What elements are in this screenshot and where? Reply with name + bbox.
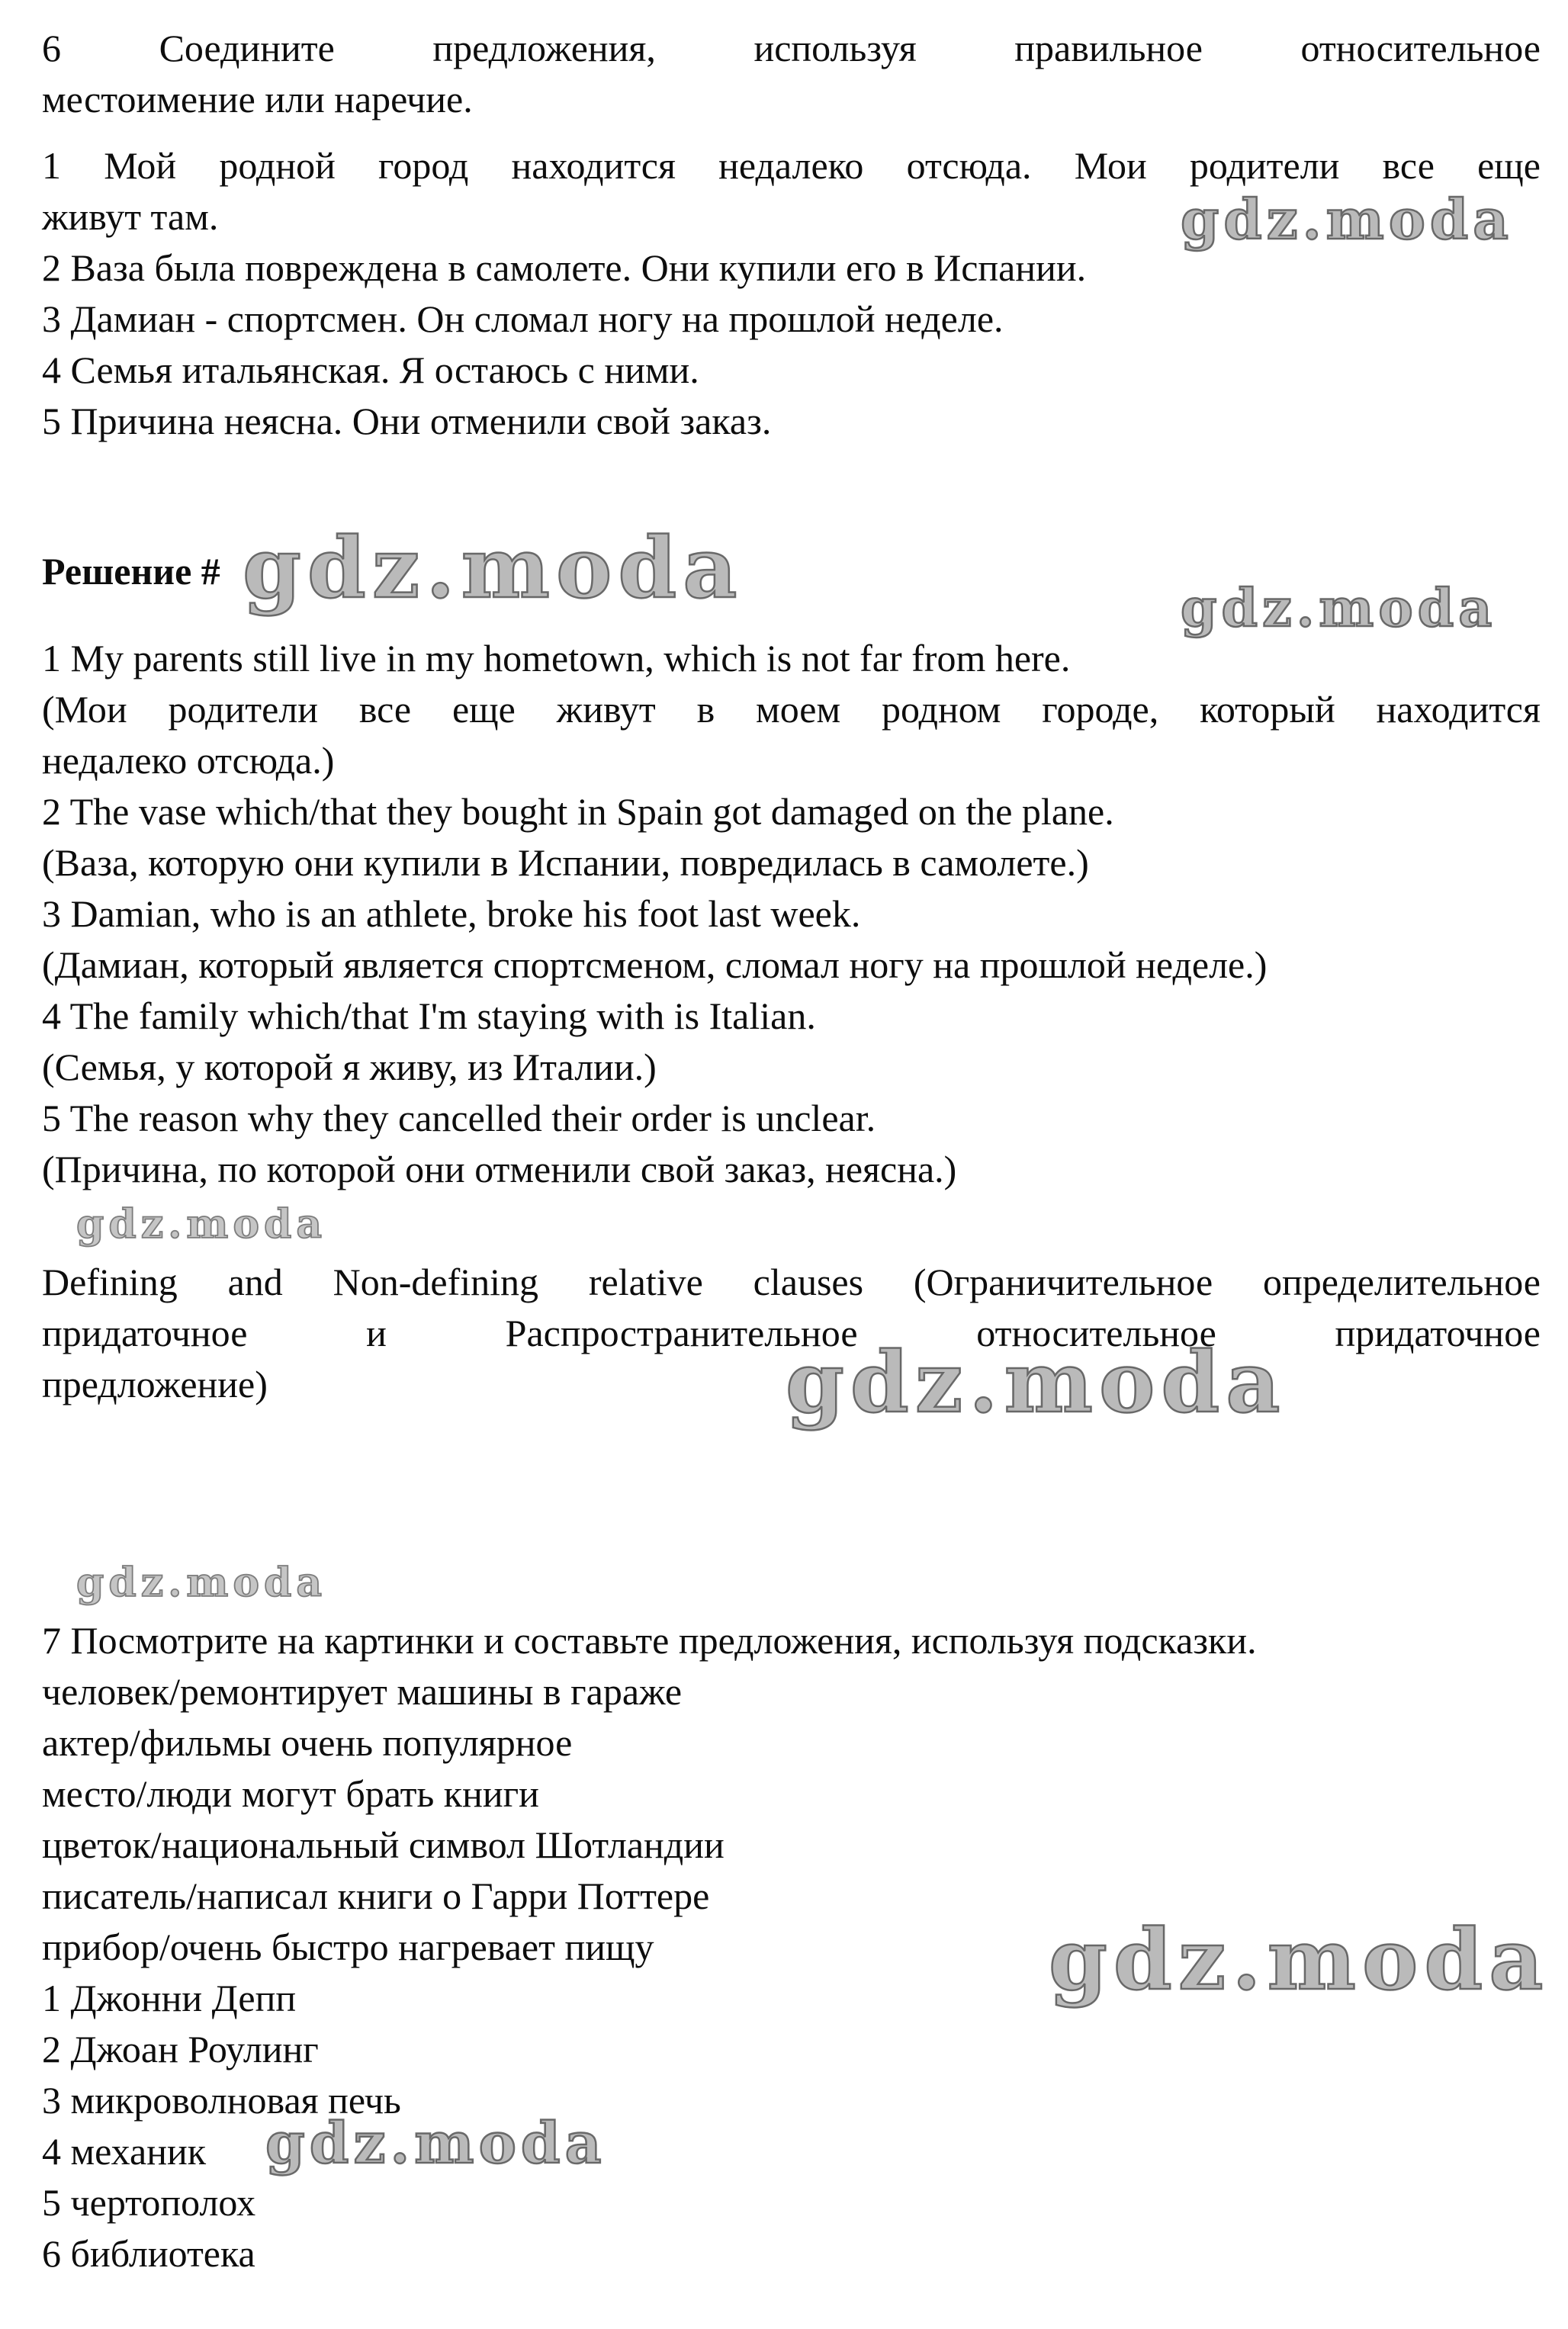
text-line: 6 Соедините предложения, используя правильное относительное [42, 27, 1541, 69]
text-line: (Мои родители все еще живут в моем родном городе, который находится [42, 688, 1541, 731]
text-line: писатель/написал книги о Гарри Поттере [42, 1874, 710, 1917]
gdz-moda-watermark: gdz.moda [1049, 1910, 1550, 2009]
text-line: место/люди могут брать книги [42, 1772, 539, 1815]
text-line: 5 The reason why they cancelled their order is unclear. [42, 1097, 876, 1139]
gdz-moda-watermark: gdz.moda [76, 1560, 327, 1606]
text-line: Defining and Non-defining relative clauses (Ограничительное определительное [42, 1261, 1541, 1303]
text-line: 2 The vase which/that they bought in Spain got damaged on the plane. [42, 790, 1114, 833]
gdz-moda-watermark: gdz.moda [265, 2111, 606, 2176]
text-line: (Причина, по которой они отменили свой заказ, неясна.) [42, 1148, 957, 1190]
text-line: 4 механик [42, 2130, 207, 2173]
gdz-moda-watermark: gdz.moda [1181, 578, 1497, 639]
text-line: 6 библиотека [42, 2232, 255, 2275]
text-line: цветок/национальный символ Шотландии [42, 1823, 725, 1866]
text-line: 2 Ваза была повреждена в самолете. Они купили его в Испании. [42, 246, 1087, 289]
text-line: 7 Посмотрите на картинки и составьте предложения, используя подсказки. [42, 1619, 1257, 1662]
text-line: 4 Семья итальянская. Я остаюсь с ними. [42, 349, 699, 391]
text-line: человек/ремонтирует машины в гараже [42, 1670, 683, 1713]
text-line: 3 Дамиан - спортсмен. Он сломал ногу на прошлой неделе. [42, 297, 1004, 340]
solution-answers [42, 633, 1541, 1195]
text-line: недалеко отсюда.) [42, 739, 335, 782]
text-line: 1 My parents still live in my hometown, which is not far from here. [42, 637, 1071, 679]
text-line: 5 чертополох [42, 2181, 256, 2224]
text-line: прибор/очень быстро нагревает пищу [42, 1926, 654, 1968]
gdz-moda-watermark: gdz.moda [1181, 187, 1513, 252]
text-line: 1 Мой родной город находится недалеко отсюда. Мои родители все еще [42, 144, 1541, 187]
text-line: 3 Damian, who is an athlete, broke his foot last week. [42, 892, 861, 935]
text-line: (Семья, у которой я живу, из Италии.) [42, 1046, 657, 1088]
text-line: 5 Причина неясна. Они отменили свой заказ. [42, 400, 772, 442]
task6-sentences [42, 140, 1541, 447]
gdz-moda-watermark: gdz.moda [76, 1201, 327, 1248]
gdz-moda-watermark: gdz.moda [243, 519, 744, 617]
solution-heading: Решение # [42, 550, 220, 593]
text-line: (Ваза, которую они купили в Испании, повредилась в самолете.) [42, 841, 1089, 884]
task7-section [42, 1615, 1541, 2279]
grammar-note [42, 1257, 1541, 1410]
text-line: 2 Джоан Роулинг [42, 2028, 319, 2070]
gdz-moda-watermark: gdz.moda [786, 1333, 1287, 1431]
text-line: местоимение или наречие. [42, 78, 473, 120]
task6-prompt [42, 23, 1541, 125]
text-line: 4 The family which/that I'm staying with is Italian. [42, 994, 816, 1037]
text-line: (Дамиан, который является спортсменом, сломал ногу на прошлой неделе.) [42, 943, 1268, 986]
text-line: живут там. [42, 195, 219, 238]
text-line: предложение) [42, 1363, 268, 1405]
text-line: 3 микроволновая печь [42, 2079, 401, 2122]
text-line: придаточное и Распространительное относительное придаточное [42, 1312, 1541, 1354]
text-line: 1 Джонни Депп [42, 1977, 297, 2019]
text-line: актер/фильмы очень популярное [42, 1721, 573, 1764]
